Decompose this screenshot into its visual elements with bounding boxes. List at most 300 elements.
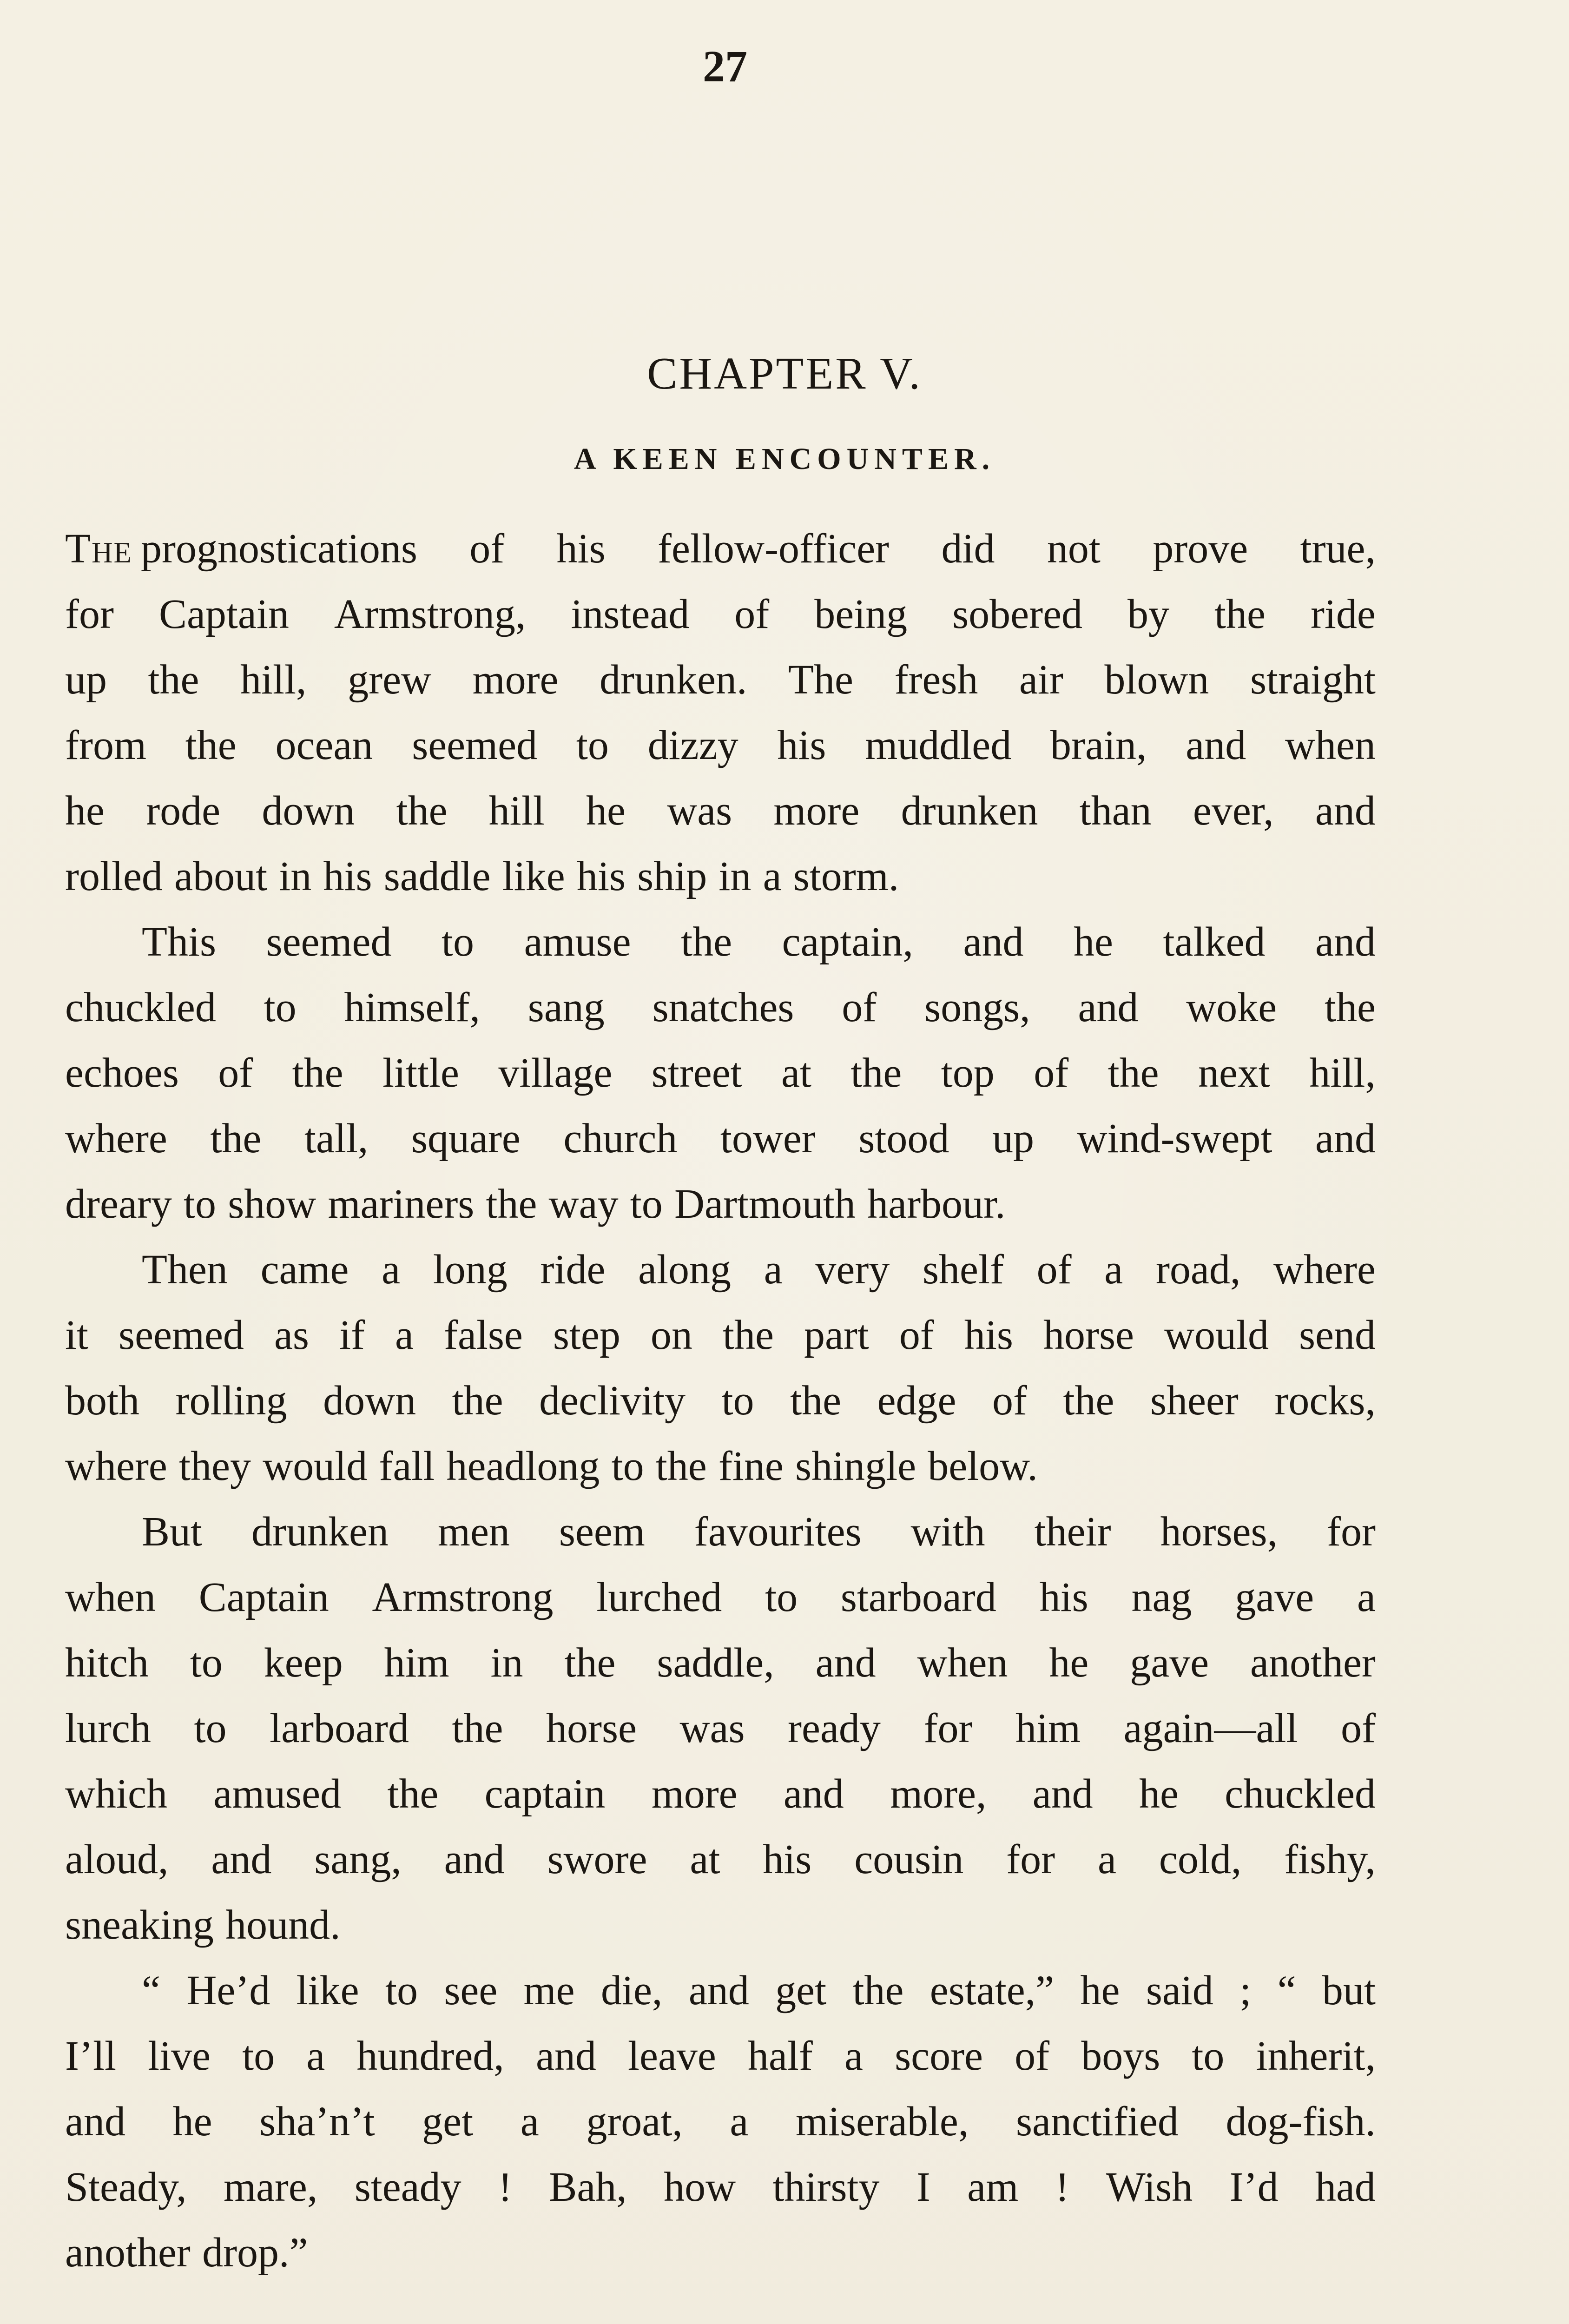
word: get [775, 1967, 827, 2014]
word: the [1214, 591, 1266, 637]
word: did [941, 526, 995, 572]
word: would [263, 1443, 368, 1489]
word: true, [1300, 526, 1376, 572]
word: blown [1104, 657, 1209, 703]
word: being [814, 591, 908, 637]
word: hill, [1309, 1050, 1376, 1096]
word: to [242, 2033, 275, 2079]
word: ! [498, 2164, 512, 2210]
word: to [385, 1967, 418, 2014]
text-line [65, 1237, 1376, 1302]
word: if [339, 1312, 365, 1358]
word: the [1324, 984, 1376, 1030]
word: the [1063, 1378, 1114, 1424]
text-line [65, 516, 1376, 581]
word: village [498, 1050, 613, 1096]
paragraph [65, 1958, 1376, 2285]
word: himself, [344, 984, 480, 1030]
word: ! [1055, 2164, 1069, 2210]
word: little [382, 1050, 460, 1096]
word: seemed [266, 919, 392, 965]
word: which [65, 1771, 167, 1817]
word: was [667, 788, 732, 834]
word: his [763, 1836, 812, 1882]
word: ride [540, 1247, 606, 1293]
word: shingle [795, 1443, 916, 1489]
word: I’ll [65, 2033, 116, 2079]
word: seem [559, 1509, 645, 1555]
word: and [783, 1771, 844, 1817]
word: for [1327, 1509, 1376, 1555]
word: he [1139, 1771, 1179, 1817]
word: another [1250, 1640, 1376, 1686]
word: very [815, 1247, 890, 1293]
chapter-subtitle: A KEEN ENCOUNTER. [574, 442, 995, 476]
word: sang [527, 984, 605, 1030]
text-line [65, 1892, 1376, 1958]
word: grew [348, 657, 432, 703]
word: a [844, 2033, 863, 2079]
word: of [1340, 1705, 1376, 1751]
word: prognostications [140, 526, 417, 572]
word: amused [213, 1771, 342, 1817]
text-line [65, 975, 1376, 1040]
word: and [65, 2099, 125, 2145]
word: Bah, [549, 2164, 627, 2210]
word: up [65, 657, 107, 703]
word: their [1034, 1509, 1111, 1555]
word: top [941, 1050, 995, 1096]
word: drop.” [202, 2230, 308, 2276]
text-line [65, 1368, 1376, 1433]
text-line [65, 2089, 1376, 2154]
word: step [553, 1312, 620, 1358]
word: long [433, 1247, 508, 1293]
word: in [490, 1640, 523, 1686]
word: hill [488, 788, 545, 834]
text-line [65, 1827, 1376, 1892]
word: This [142, 919, 217, 965]
word: along [638, 1247, 732, 1293]
word: a [764, 1247, 783, 1293]
word: to [630, 1181, 663, 1227]
word: chuckled [1225, 1771, 1376, 1817]
word: estate,” [930, 1967, 1055, 2014]
word: Wish [1106, 2164, 1193, 2210]
word: “ [142, 1967, 160, 2014]
word: of [469, 526, 505, 572]
text-line [65, 909, 1376, 975]
word: at [781, 1050, 812, 1096]
word: of [734, 591, 770, 637]
word: chuckled [65, 984, 216, 1030]
word: men [437, 1509, 510, 1555]
word: a [306, 2033, 325, 2079]
word: in [279, 853, 312, 899]
word: a [382, 1247, 401, 1293]
word: Captain [198, 1574, 329, 1620]
word: the [396, 788, 448, 834]
word: inherit, [1256, 2033, 1376, 2079]
text-line [65, 713, 1376, 778]
word: a [1104, 1247, 1123, 1293]
word: when [65, 1574, 156, 1620]
word: him [384, 1640, 449, 1686]
word: and [688, 1967, 749, 2014]
word: the [486, 1181, 537, 1227]
word: declivity [539, 1378, 686, 1424]
word: a [520, 2099, 539, 2145]
word: hitch [65, 1640, 149, 1686]
word: up [992, 1116, 1034, 1162]
word: woke [1186, 984, 1277, 1030]
word: and [211, 1836, 272, 1882]
word: dreary [65, 1181, 172, 1227]
word: drunken [251, 1509, 389, 1555]
word: was [679, 1705, 745, 1751]
word: rolled [65, 853, 163, 899]
word: tower [720, 1116, 816, 1162]
word: instead [571, 591, 690, 637]
word: like [296, 1967, 359, 2014]
paragraph [65, 1499, 1376, 1958]
word: the [452, 1705, 503, 1751]
word: nag [1131, 1574, 1192, 1620]
word: horses, [1160, 1509, 1278, 1555]
word: way [548, 1181, 619, 1227]
word: to [190, 1640, 223, 1686]
word: send [1299, 1312, 1376, 1358]
word: score [895, 2033, 983, 2079]
word: his [556, 526, 606, 572]
word: shelf [922, 1247, 1004, 1293]
word: of [992, 1378, 1027, 1424]
word: the [681, 919, 732, 965]
word: air [1019, 657, 1063, 703]
page-number: 27 [703, 41, 747, 91]
word: how [664, 2164, 736, 2210]
word: lurch [65, 1705, 151, 1751]
paragraph [65, 516, 1376, 909]
word: a [763, 853, 782, 899]
word: dizzy [647, 722, 738, 768]
word: ; [1239, 1967, 1252, 2014]
word: came [260, 1247, 349, 1293]
word: of [899, 1312, 934, 1358]
word: see [444, 1967, 498, 2014]
word: seemed [412, 722, 538, 768]
word: he [172, 2099, 212, 2145]
word: the [1108, 1050, 1159, 1096]
word: larboard [270, 1705, 409, 1751]
word: harbour. [867, 1181, 1006, 1227]
word: fall [379, 1443, 435, 1489]
word: to [264, 984, 297, 1030]
word: rolling [175, 1378, 287, 1424]
word: on [650, 1312, 692, 1358]
word: Captain [158, 591, 289, 637]
word: to [1192, 2033, 1225, 2079]
word: where [65, 1443, 167, 1489]
word: and [1032, 1771, 1093, 1817]
word: drunken [901, 788, 1038, 834]
word: Steady, [65, 2164, 187, 2210]
word: and [1315, 1116, 1376, 1162]
word: fishy, [1284, 1836, 1376, 1882]
text-line [65, 1630, 1376, 1696]
text-line [65, 1958, 1376, 2023]
word: they [179, 1443, 251, 1489]
word: get [422, 2099, 474, 2145]
paragraph [65, 1237, 1376, 1499]
word: show [228, 1181, 316, 1227]
word: in [719, 853, 752, 899]
word: than [1079, 788, 1152, 834]
chapter-title: CHAPTER V. [647, 349, 922, 399]
word: half [747, 2033, 813, 2079]
word: seemed [119, 1312, 244, 1358]
word: to [611, 1443, 644, 1489]
word: next [1198, 1050, 1270, 1096]
word: of [842, 984, 877, 1030]
text-line [65, 844, 1376, 909]
word: ready [788, 1705, 881, 1751]
word: sneaking [65, 1902, 214, 1948]
word: Dartmouth [674, 1181, 856, 1227]
word: the [452, 1378, 503, 1424]
word: live [148, 2033, 211, 2079]
word: to [194, 1705, 227, 1751]
word: a [1357, 1574, 1376, 1620]
word: part [804, 1312, 869, 1358]
word: Armstrong, [334, 591, 526, 637]
word: ever, [1193, 788, 1274, 834]
word: he [1080, 1967, 1120, 2014]
word: again—all [1123, 1705, 1298, 1751]
word: the [148, 657, 199, 703]
text-line [65, 1565, 1376, 1630]
text-line-content [65, 516, 1376, 581]
word: am [967, 2164, 1019, 2210]
word: and [815, 1640, 876, 1686]
word: captain [484, 1771, 606, 1817]
word: for [923, 1705, 973, 1751]
word: said [1146, 1967, 1213, 2014]
word: songs, [924, 984, 1030, 1030]
word: to [721, 1378, 754, 1424]
text-line [65, 1171, 1376, 1237]
word: the [722, 1312, 774, 1358]
word: muddled [865, 722, 1012, 768]
word: would [1164, 1312, 1269, 1358]
word: saddle [383, 853, 491, 899]
word: had [1315, 2164, 1376, 2210]
word: miserable, [795, 2099, 969, 2145]
word: straight [1250, 657, 1376, 703]
word: his [323, 853, 372, 899]
text-line [65, 1040, 1376, 1106]
word: and [444, 1836, 505, 1882]
word: cold, [1159, 1836, 1242, 1882]
word: to [576, 722, 609, 768]
word: the [850, 1050, 902, 1096]
text-line [65, 647, 1376, 713]
word: sanctified [1015, 2099, 1179, 2145]
word: street [651, 1050, 742, 1096]
word: gave [1235, 1574, 1314, 1620]
word: a [730, 2099, 749, 2145]
text-line [65, 2154, 1376, 2220]
word: the [564, 1640, 616, 1686]
word: sobered [952, 591, 1083, 637]
word: starboard [840, 1574, 996, 1620]
word: echoes [65, 1050, 179, 1096]
word: down [262, 788, 355, 834]
text-line [65, 581, 1376, 647]
word: church [563, 1116, 678, 1162]
text-line [65, 2220, 1376, 2285]
word: sha’n’t [259, 2099, 375, 2145]
word: a [1098, 1836, 1116, 1882]
word: when [917, 1640, 1008, 1686]
word: from [65, 722, 146, 768]
word: cousin [854, 1836, 964, 1882]
word: The [788, 657, 853, 703]
word: where [1273, 1247, 1376, 1293]
text-line [65, 1302, 1376, 1368]
word: and [963, 919, 1024, 965]
word: prove [1153, 526, 1248, 572]
word: him [1015, 1705, 1081, 1751]
word: more [773, 788, 860, 834]
word: of [1036, 1247, 1072, 1293]
word: hundred, [356, 2033, 504, 2079]
word: ship [637, 853, 707, 899]
word: fresh [894, 657, 978, 703]
text-line [65, 1433, 1376, 1499]
word: for [65, 591, 114, 637]
word: stood [858, 1116, 949, 1162]
word: the [292, 1050, 343, 1096]
word: he [586, 788, 626, 834]
word: the [655, 1443, 707, 1489]
word: about [174, 853, 268, 899]
word: more [472, 657, 559, 703]
word: his [964, 1312, 1013, 1358]
word: thirsty [772, 2164, 880, 2210]
word: he [1074, 919, 1113, 965]
word: he [1049, 1640, 1089, 1686]
word: Then [142, 1247, 228, 1293]
word: drunken. [600, 657, 747, 703]
word: lurched [596, 1574, 722, 1620]
word: his [777, 722, 826, 768]
word: captain, [782, 919, 913, 965]
word: another [65, 2230, 191, 2276]
word: he [65, 788, 105, 834]
word: his [576, 853, 626, 899]
text-line [65, 1696, 1376, 1761]
word: groat, [586, 2099, 683, 2145]
word: headlong [446, 1443, 600, 1489]
word: the [210, 1116, 262, 1162]
word: ocean [275, 722, 373, 768]
lead-word: The [65, 526, 132, 572]
word: when [1285, 722, 1376, 768]
word: snatches [652, 984, 794, 1030]
word: dog-fish. [1226, 2099, 1376, 2145]
word: ride [1310, 591, 1376, 637]
word: for [1006, 1836, 1055, 1882]
word: I’d [1229, 2164, 1279, 2210]
word: and [1078, 984, 1139, 1030]
word: “ [1277, 1967, 1296, 2014]
word: more, [890, 1771, 987, 1817]
word: and [535, 2033, 596, 2079]
chapter-body [65, 516, 1376, 2285]
word: and [1186, 722, 1246, 768]
word: his [1039, 1574, 1088, 1620]
word: where [65, 1116, 167, 1162]
word: saddle, [657, 1640, 774, 1686]
word: storm. [793, 853, 899, 899]
word: of [1034, 1050, 1069, 1096]
word: gave [1130, 1640, 1209, 1686]
word: sheer [1150, 1378, 1239, 1424]
word: horse [546, 1705, 637, 1751]
word: a [395, 1312, 414, 1358]
word: and [1315, 919, 1376, 965]
text-line [65, 778, 1376, 844]
word: and [1315, 788, 1376, 834]
word: with [910, 1509, 985, 1555]
word: of [218, 1050, 253, 1096]
word: the [852, 1967, 904, 2014]
word: rocks, [1274, 1378, 1376, 1424]
word: the [185, 722, 237, 768]
word: but [1322, 1967, 1376, 2014]
word: road, [1155, 1247, 1241, 1293]
word: the [387, 1771, 439, 1817]
word: tall, [304, 1116, 369, 1162]
word: sang, [314, 1836, 402, 1882]
text-line [65, 1499, 1376, 1565]
word: both [65, 1378, 140, 1424]
word: Armstrong [372, 1574, 554, 1620]
word: fine [718, 1443, 784, 1489]
word: false [443, 1312, 523, 1358]
word: fellow-officer [658, 526, 890, 572]
word: to [184, 1181, 217, 1227]
word: steady [354, 2164, 461, 2210]
word: mariners [328, 1181, 475, 1227]
word: down [323, 1378, 416, 1424]
word: mare, [223, 2164, 318, 2210]
word: by [1127, 591, 1170, 637]
text-line-rest [141, 516, 1376, 581]
word: hound. [225, 1902, 341, 1948]
text-line [65, 2023, 1376, 2089]
word: He’d [186, 1967, 270, 2014]
text-line [65, 1761, 1376, 1827]
word: But [142, 1509, 203, 1555]
word: swore [547, 1836, 647, 1882]
paragraph [65, 909, 1376, 1237]
word: to [442, 919, 475, 965]
word: rode [146, 788, 221, 834]
word: as [274, 1312, 309, 1358]
word: not [1047, 526, 1101, 572]
